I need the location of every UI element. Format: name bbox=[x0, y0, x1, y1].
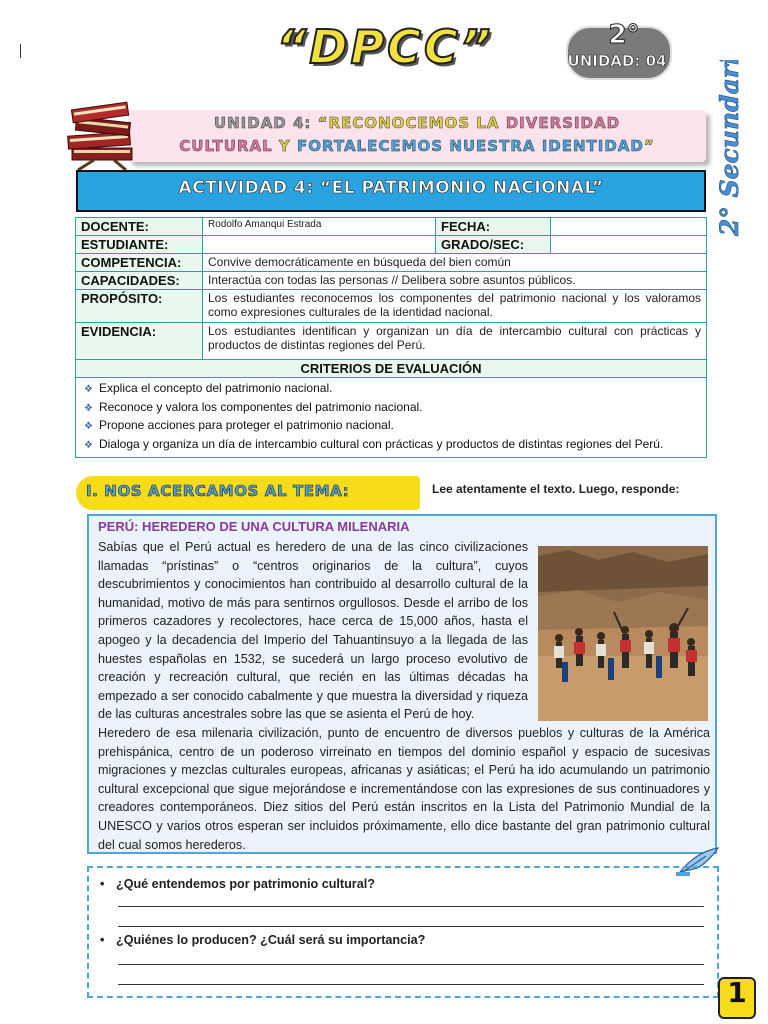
question-2 bbox=[100, 933, 700, 947]
fecha-field[interactable] bbox=[551, 218, 707, 236]
capacidades-label: CAPACIDADES: bbox=[76, 272, 203, 290]
unit-title-part-c: CULTURAL bbox=[179, 137, 273, 155]
proposito-label: PROPÓSITO: bbox=[76, 290, 203, 323]
text-cursor-mark bbox=[20, 44, 21, 58]
unit-title-line1 bbox=[128, 114, 706, 132]
reading-paragraph-1: Sabías que el Perú actual es heredero de una de las cinco civilizaciones llamadas “prístinas” o “centros originarios de la cultura”, cuyos descubrimientos y conocimientos han contribuido al desarrollo cultural de la humanidad, motivo de más para sentirnos orgullosos. Desde el arribo de los primeros cazadores y recolectores, hace cerca de 15,000 años, hasta el apogeo y la decadencia del Imperio del Tahuantinsuyo a la llegada de las huestes españolas en 1532, se sucederá un largo proceso evolutivo de creación y recreación cultural, que recién en las últimas décadas ha empezado a ser conocido cabalmente y que muestra la diversidad y riqueza de las culturas ancestrales sobre las que se asienta el Perú de hoy. bbox=[98, 540, 528, 722]
competencia-value: Convive democráticamente en búsqueda del bien común bbox=[203, 254, 707, 272]
row-docente bbox=[76, 218, 707, 236]
row-proposito bbox=[76, 290, 707, 323]
diamond-bullet-icon: ❖ bbox=[84, 384, 93, 395]
answer-line[interactable] bbox=[118, 984, 704, 985]
bullet-icon: • bbox=[100, 933, 105, 947]
capacidades-value: Interactúa con todas las personas // Delibera sobre asuntos públicos. bbox=[203, 272, 707, 290]
answer-line[interactable] bbox=[118, 964, 704, 965]
row-competencia bbox=[76, 254, 707, 272]
row-criterios-head bbox=[76, 360, 707, 378]
fecha-label: FECHA: bbox=[436, 218, 551, 236]
criterio-item bbox=[84, 399, 698, 418]
row-criterios bbox=[76, 378, 707, 458]
grado-label: GRADO/SEC: bbox=[436, 236, 551, 254]
side-grade-label bbox=[704, 60, 748, 240]
estudiante-label: ESTUDIANTE: bbox=[76, 236, 203, 254]
evidencia-label: EVIDENCIA: bbox=[76, 323, 203, 360]
row-capacidades bbox=[76, 272, 707, 290]
side-grade-label-wrap bbox=[704, 60, 748, 240]
diamond-bullet-icon: ❖ bbox=[84, 439, 93, 451]
row-estudiante bbox=[76, 236, 707, 254]
festival-photo bbox=[538, 546, 708, 721]
criterio-item bbox=[84, 417, 698, 436]
grado-field[interactable] bbox=[551, 236, 707, 254]
criterio-item bbox=[84, 436, 698, 455]
question-1-text: ¿Qué entendemos por patrimonio cultural? bbox=[116, 877, 375, 891]
row-evidencia bbox=[76, 323, 707, 360]
docente-label: DOCENTE: bbox=[76, 218, 203, 236]
unit-title-line2 bbox=[128, 137, 706, 155]
question-1 bbox=[100, 877, 700, 891]
question-2-text: ¿Quiénes lo producen? ¿Cuál será su importancia? bbox=[116, 933, 426, 947]
criterio-item bbox=[84, 380, 698, 399]
reading-title: PERÚ: HEREDERO DE UNA CULTURA MILENARIA bbox=[98, 519, 410, 534]
criterio-text: Explica el concepto del patrimonio nacional. bbox=[98, 381, 333, 395]
side-grade-text: 2° Secundaria bbox=[715, 60, 744, 236]
reading-paragraph-2: Heredero de esa milenaria civilización, punto de encuentro de diversos pueblos y culturas de la América prehispánica, centro de un poderoso virreinato en tiempos del dominio español y espacio de sucesivas migraciones y mezclas culturales europeas, africanas y asiáticas; el Perú ha ido acumulando un patrimonio cultural excepcional que sigue mejorándose e incrementándose con las expresiones de sus continuadores y creadores contemporáneos. Diez sitios del Perú están inscritos en la Lista del Patrimonio Mundial de la UNESCO y varios otros esperan ser incluidos próximamente, ello dice bastante del gran patrimonio cultural del cual somos herederos. bbox=[98, 726, 710, 852]
unit-title-part-d: Y bbox=[278, 137, 291, 155]
unit-badge-label: UNIDAD: 04 bbox=[567, 52, 667, 70]
activity-title: ACTIVIDAD 4: “EL PATRIMONIO NACIONAL” bbox=[178, 178, 604, 198]
criterio-text: Propone acciones para proteger el patrimonio nacional. bbox=[98, 418, 394, 432]
books-icon bbox=[64, 100, 144, 170]
docente-field[interactable]: Rodolfo Amanqui Estrada bbox=[203, 218, 436, 236]
section-instruction: Lee atentamente el texto. Luego, responde: bbox=[432, 482, 680, 496]
criterio-text: Dialoga y organiza un día de intercambio cultural con prácticas y productos de distintas regiones del Perú. bbox=[98, 436, 664, 451]
criterios-list bbox=[76, 378, 707, 458]
criterios-heading: CRITERIOS DE EVALUACIÓN bbox=[76, 360, 707, 378]
info-table bbox=[75, 217, 707, 458]
diamond-bullet-icon: ❖ bbox=[84, 402, 93, 414]
bullet-icon: • bbox=[100, 877, 105, 891]
grade-label: 2° bbox=[608, 20, 640, 50]
evidencia-value: Los estudiantes identifican y organizan un día de intercambio cultural con prácticas y productos de distintas regiones del Perú. bbox=[203, 323, 707, 360]
competencia-label: COMPETENCIA: bbox=[76, 254, 203, 272]
diamond-bullet-icon: ❖ bbox=[84, 421, 93, 432]
unit-title-part-e: FORTALECEMOS NUESTRA IDENTIDAD bbox=[297, 137, 644, 155]
page-title: “DPCC” bbox=[276, 20, 494, 74]
unit-title-part-f: ” bbox=[643, 137, 655, 155]
section-title: I. NOS ACERCAMOS AL TEMA: bbox=[86, 482, 350, 500]
unit-title-part-a: “RECONOCEMOS LA bbox=[317, 114, 500, 132]
unit-title-part-b: DIVERSIDAD bbox=[505, 114, 621, 132]
criterio-text: Reconoce y valora los componentes del patrimonio nacional. bbox=[98, 399, 423, 414]
proposito-value: Los estudiantes reconocemos los componentes del patrimonio nacional y los valoramos como expresiones culturales de la identidad nacional. bbox=[203, 290, 707, 323]
page-number: 1 bbox=[727, 976, 747, 1009]
unit-prefix: UNIDAD 4: bbox=[213, 114, 312, 132]
answer-line[interactable] bbox=[118, 906, 704, 907]
estudiante-field[interactable] bbox=[203, 236, 436, 254]
answer-line[interactable] bbox=[118, 926, 704, 927]
